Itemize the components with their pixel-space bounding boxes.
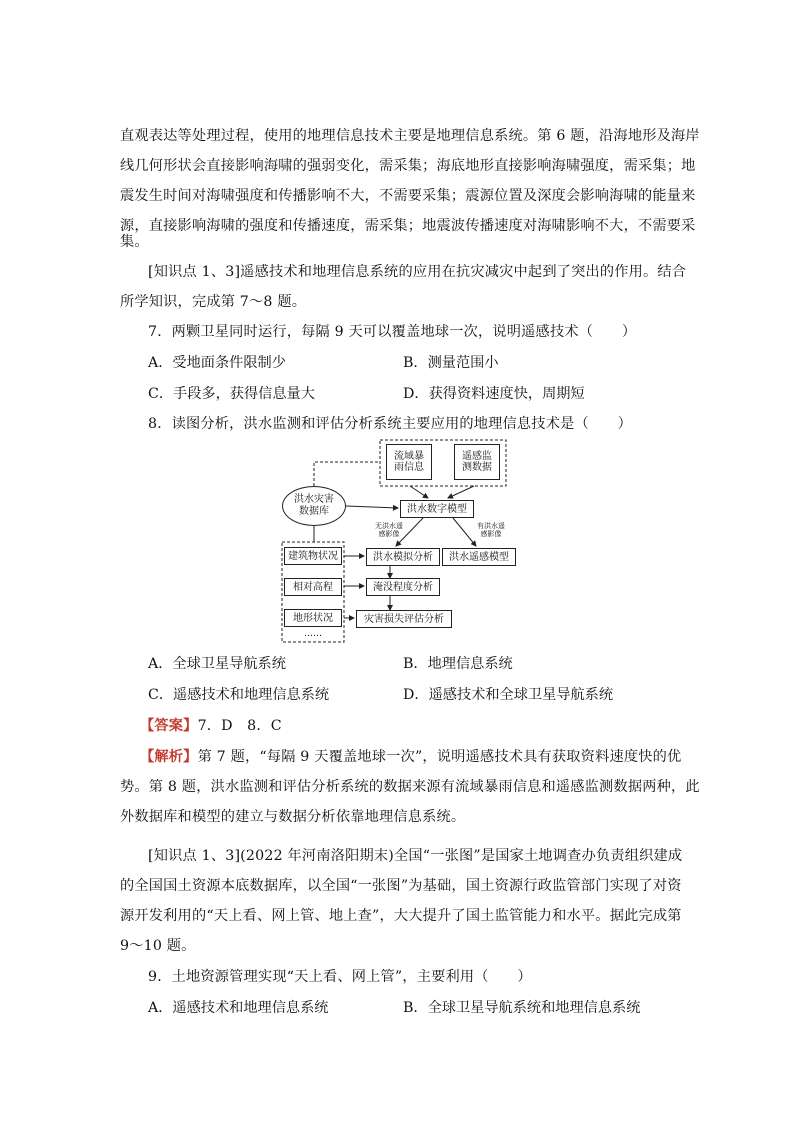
analysis-line: 外数据库和模型的建立与数据分析依靠地理信息系统。 <box>120 809 466 825</box>
rain-info-box <box>386 444 432 480</box>
paragraph-line: 所学知识，完成第 7～8 题。 <box>120 294 307 310</box>
rs-data-label: 遥感监测数据 <box>462 451 492 473</box>
building-box <box>284 547 342 565</box>
paragraph-line: 集。 <box>120 234 149 250</box>
flood-rs-model-box <box>442 548 516 566</box>
inundation-box <box>366 578 440 596</box>
building-label: 建筑物状况 <box>288 550 338 562</box>
flood-model-box <box>400 500 474 518</box>
elevation-label: 相对高程 <box>293 581 333 593</box>
paragraph-line: 的全国国土资源本底数据库，以全国“一张图”为基础，国土资源行政监管部门实现了对资 <box>120 878 682 894</box>
flood-model-label: 洪水数字模型 <box>407 503 467 515</box>
question-8-option-d: D．遥感技术和全球卫星导航系统 <box>403 687 614 703</box>
paragraph-line: 震发生时间对海啸强度和传播影响不大，不需要采集；震源位置及深度会影响海啸的能量来 <box>120 188 696 204</box>
question-7-option-b: B．测量范围小 <box>403 355 499 371</box>
flood-db-ellipse <box>282 486 346 526</box>
diagram-ellipsis: …… <box>304 629 322 639</box>
question-9-option-a: A．遥感技术和地理信息系统 <box>148 1000 329 1016</box>
loss-label: 灾害损失评估分析 <box>364 613 444 625</box>
question-8-option-a: A．全球卫星导航系统 <box>148 656 286 672</box>
analysis-line <box>140 747 681 767</box>
paragraph-line: 9～10 题。 <box>120 938 196 954</box>
answer-line <box>140 716 282 736</box>
question-7-option-d: D．获得资料速度快，周期短 <box>403 386 585 402</box>
elevation-box <box>284 578 342 596</box>
paragraph-line: [知识点 1、3]遥感技术和地理信息系统的应用在抗灾减灾中起到了突出的作用。结合 <box>148 264 687 280</box>
question-7-option-a: A．受地面条件限制少 <box>148 355 286 371</box>
question-8-option-c: C．遥感技术和地理信息系统 <box>148 687 330 703</box>
flood-sim-label: 洪水模拟分析 <box>373 551 433 563</box>
terrain-label: 地形状况 <box>293 612 333 624</box>
question-7-stem: 7．两颗卫星同时运行，每隔 9 天可以覆盖地球一次，说明遥感技术（ ） <box>148 324 637 340</box>
inundation-label: 淹没程度分析 <box>373 581 433 593</box>
flood-rs-model-label: 洪水遥感模型 <box>449 551 509 563</box>
terrain-box <box>284 609 342 627</box>
paragraph-line: [知识点 1、3](2022 年河南洛阳期末)全国“一张图”是国家土地调查办负责组织建成 <box>148 848 683 864</box>
analysis-line: 势。第 8 题，洪水监测和评估分析系统的数据来源有流域暴雨信息和遥感监测数据两种，此 <box>120 779 700 795</box>
question-9-stem: 9．土地资源管理实现“天上看、网上管”，主要利用（ ） <box>148 969 532 985</box>
question-8-option-b: B．地理信息系统 <box>403 656 513 672</box>
rain-info-label: 流域暴雨信息 <box>394 451 424 473</box>
loss-box <box>356 610 452 628</box>
rs-data-box <box>454 444 500 480</box>
flood-sim-box <box>366 548 440 566</box>
has-flood-label: 有洪水遥感影像 <box>477 522 505 538</box>
answer-label: 【答案】 <box>140 718 198 734</box>
paragraph-line: 直观表达等处理过程，使用的地理信息技术主要是地理信息系统。第 6 题，沿海地形及海岸 <box>120 128 700 144</box>
question-7-option-c: C．手段多，获得信息量大 <box>148 386 315 402</box>
answer-text: 7．D 8．C <box>197 718 282 734</box>
analysis-label: 【解析】 <box>140 749 198 765</box>
analysis-text: 第 7 题，“每隔 9 天覆盖地球一次”，说明遥感技术具有获取资料速度快的优 <box>197 749 682 765</box>
question-9-option-b: B．全球卫星导航系统和地理信息系统 <box>403 1000 641 1016</box>
paragraph-line: 线几何形状会直接影响海啸的强弱变化，需采集；海底地形直接影响海啸强度，需采集；地 <box>120 158 696 174</box>
paragraph-line: 源，直接影响海啸的强度和传播速度，需采集；地震波传播速度对海啸影响不大，不需要采 <box>120 218 696 234</box>
no-flood-label: 无洪水遥感影像 <box>375 522 403 538</box>
flood-db-label: 洪水灾害数据库 <box>294 494 334 517</box>
flood-system-diagram <box>278 438 518 644</box>
question-8-stem: 8．读图分析，洪水监测和评估分析系统主要应用的地理信息技术是（ ） <box>148 416 633 432</box>
paragraph-line: 源开发利用的“天上看、网上管、地上查”，大大提升了国土监管能力和水平。据此完成第 <box>120 908 682 924</box>
